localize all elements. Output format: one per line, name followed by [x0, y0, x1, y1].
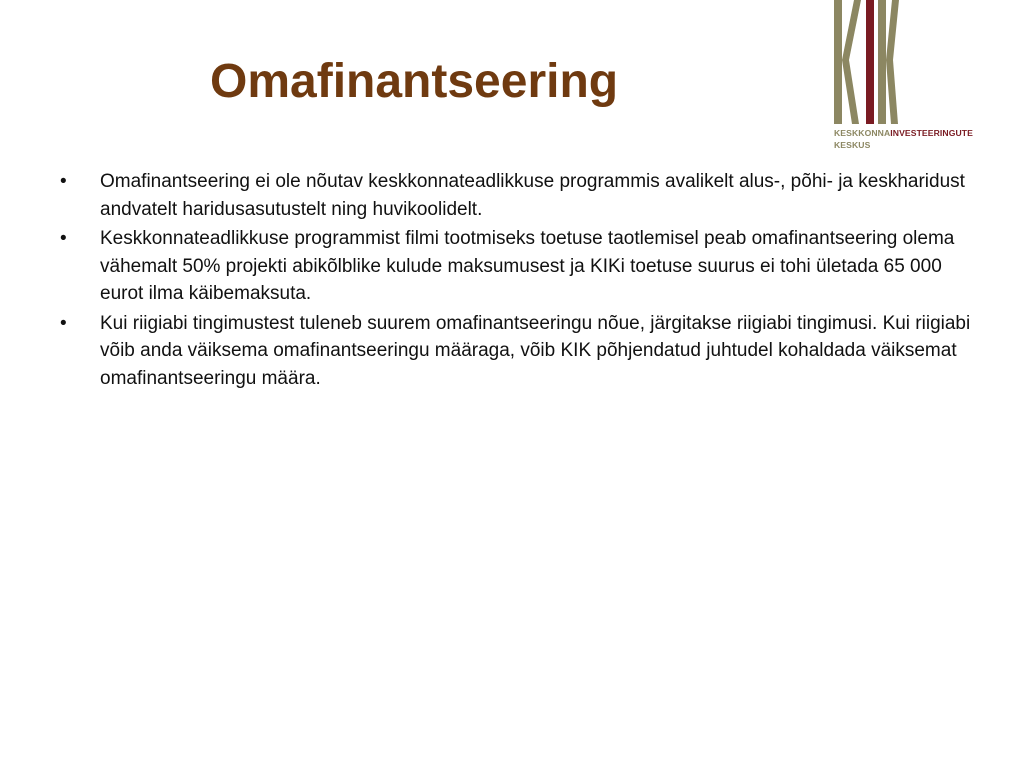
bullet-list [58, 168, 988, 394]
kik-logo [828, 0, 988, 160]
logo-word-investeeringute: INVESTEERINGUTE [890, 128, 973, 138]
logo-i-stem [866, 0, 874, 124]
logo-word-keskkonna: KESKKONNA [834, 128, 891, 138]
bullet-item [58, 310, 988, 393]
logo-word-keskus: KESKUS [834, 140, 871, 150]
bullet-text: Keskkonnateadlikkuse programmist filmi tootmiseks toetuse taotlemisel peab omafinantseering olema vähemalt 50% projekti abikõlblike kulude maksumusest ja KIKi toetuse suurus ei tohi ületada 65 000 eurot ilma käibemaksuta. [100, 228, 955, 304]
bullet-item [58, 225, 988, 308]
logo-k1-lower-arm [842, 60, 859, 124]
bullet-glyph: • [60, 171, 67, 192]
bullet-text: Omafinantseering ei ole nõutav keskkonnateadlikkuse programmis avalikelt alus-, põhi- ja keskharidust andvatelt haridusasutustelt ning huvikoolidelt. [100, 171, 965, 220]
bullet-text: Kui riigiabi tingimustest tuleneb suurem omafinantseeringu nõue, järgitakse riigiabi tingimusi. Kui riigiabi võib anda väiksema omafinantseeringu määraga, võib KIK põhjendatud juhtudel kohaldada väiksemat omafinantseeringu määra. [100, 312, 971, 389]
logo-k1-stem [834, 0, 842, 124]
slide-title: Omafinantseering [210, 55, 619, 108]
bullet-glyph: • [60, 228, 67, 249]
bullet-item [58, 168, 988, 223]
bullet-glyph: • [60, 312, 67, 334]
logo-wordmark [834, 127, 973, 151]
kik-logo-mark [828, 0, 988, 126]
logo-k2-upper-arm [886, 0, 899, 60]
logo-k2-stem [878, 0, 886, 124]
logo-k1-upper-arm [842, 0, 861, 60]
logo-k2-lower-arm [886, 60, 898, 124]
